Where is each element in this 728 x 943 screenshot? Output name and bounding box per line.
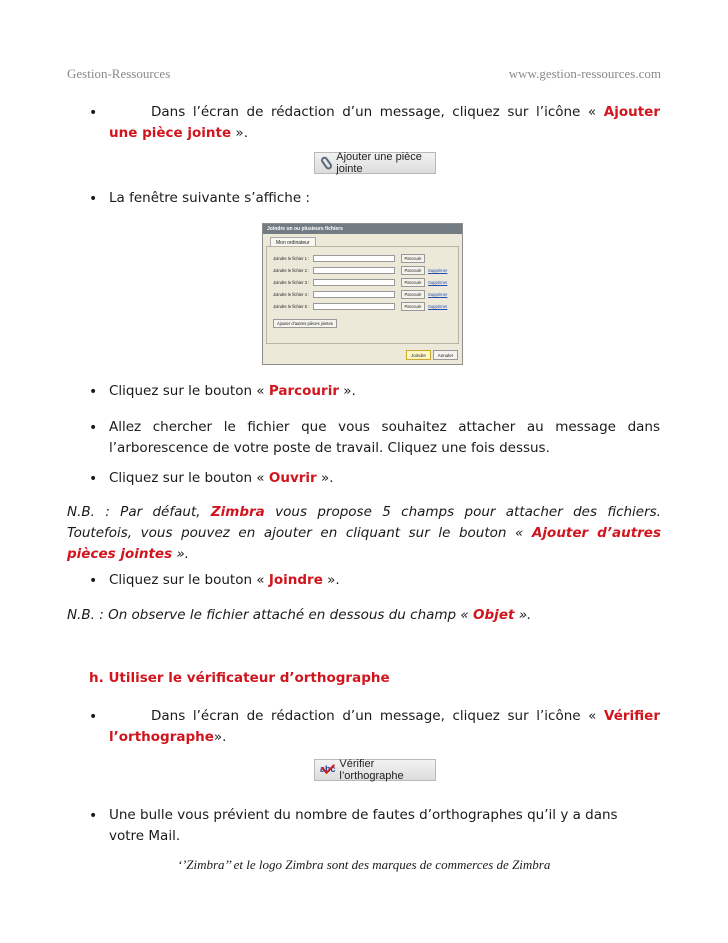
instruction-find-file (109, 417, 660, 459)
file-input[interactable] (313, 255, 395, 262)
instruction-open (109, 468, 660, 489)
note-text: N.B. : On observe le fichier attaché en dessous du champ « (67, 607, 474, 623)
spellcheck-button[interactable] (314, 759, 436, 781)
instruction-line: l’arborescence de votre poste de travail. Cliquez une fois dessus. (109, 440, 550, 456)
highlight-piece-jointe: une pièce jointe (109, 125, 232, 141)
instruction-line: votre Mail. (109, 828, 181, 844)
file-label: Joindre le fichier 5 : (273, 304, 310, 309)
file-label: Joindre le fichier 1 : (273, 256, 310, 261)
tab-my-computer[interactable]: Mon ordinateur (270, 237, 316, 247)
join-button[interactable]: Joindre (406, 350, 431, 360)
instruction-text: ». (339, 383, 356, 399)
highlight-objet: Objet (473, 607, 515, 623)
dialog-title: Joindre un ou plusieurs fichiers (263, 224, 462, 234)
file-label: Joindre le fichier 2 : (273, 268, 310, 273)
instruction-bubble (109, 805, 660, 847)
file-input[interactable] (313, 279, 395, 286)
browse-button[interactable]: Parcourir (401, 290, 425, 299)
note-text: Toutefois, vous pouvez en ajouter en cliquant sur le bouton « (67, 525, 532, 541)
browse-button[interactable]: Parcourir (401, 254, 425, 263)
bullet-dot: • (89, 384, 98, 400)
instruction-browse (109, 381, 660, 402)
note-default-fields (67, 502, 661, 565)
page-header (67, 66, 661, 84)
instruction-text: ». (231, 125, 248, 141)
attach-file-label: Ajouter une pièce jointe (336, 151, 422, 175)
highlight-ajouter: Ajouter (603, 104, 660, 120)
delete-link[interactable]: Supprimer (428, 292, 448, 297)
bullet-dot: • (89, 808, 98, 824)
bullet-dot: • (89, 191, 98, 207)
instruction-window (109, 188, 660, 209)
instruction-join (109, 570, 660, 591)
attach-file-button[interactable] (314, 152, 436, 174)
bullet-dot: • (89, 105, 98, 121)
bullet-dot: • (89, 709, 98, 725)
file-input[interactable] (313, 291, 395, 298)
delete-link[interactable]: Supprimer (428, 304, 448, 309)
instruction-spellcheck (109, 706, 660, 748)
bullet-dot: • (89, 420, 98, 436)
browse-button[interactable]: Parcourir (401, 266, 425, 275)
note-text: vous propose 5 champs pour attacher des fichiers. (264, 504, 661, 520)
bullet-dot: • (89, 573, 98, 589)
instruction-text: Dans l’écran de rédaction d’un message, cliquez sur l’icône « (151, 708, 605, 724)
highlight-orthographe: l’orthographe (109, 729, 214, 745)
instruction-text: La fenêtre suivante s’affiche : (109, 190, 310, 206)
instruction-text: Cliquez sur le bouton « (109, 572, 269, 588)
section-heading: h. Utiliser le vérificateur d’orthographe (89, 670, 390, 686)
browse-button[interactable]: Parcourir (401, 302, 425, 311)
dialog-panel (266, 246, 459, 344)
instruction-text: Dans l’écran de rédaction d’un message, cliquez sur l’icône « (151, 104, 604, 120)
highlight-verifier: Vérifier (604, 708, 660, 724)
file-label: Joindre le fichier 3 : (273, 280, 310, 285)
page-footer: ‘’Zimbra’’ et le logo Zimbra sont des marques de commerces de Zimbra (177, 857, 551, 872)
browse-button[interactable]: Parcourir (401, 278, 425, 287)
highlight-joindre: Joindre (268, 572, 323, 588)
instruction-attach (109, 102, 660, 144)
instruction-text: ». (213, 729, 227, 745)
file-label: Joindre le fichier 4 : (273, 292, 310, 297)
spellcheck-label: Vérifier l’orthographe (339, 758, 404, 782)
highlight-parcourir: Parcourir (268, 383, 339, 399)
header-left: Gestion-Ressources (67, 66, 171, 81)
instruction-text: ». (316, 470, 334, 486)
instruction-text: Cliquez sur le bouton « (109, 470, 269, 486)
bullet-dot: • (89, 471, 98, 487)
spellcheck-icon: abc (320, 763, 332, 777)
file-input[interactable] (313, 303, 395, 310)
instruction-text: ». (322, 572, 340, 588)
highlight-pieces-jointes: pièces jointes (67, 546, 173, 562)
delete-link[interactable]: Supprimer (428, 280, 448, 285)
note-text: ». (172, 546, 190, 562)
highlight-ouvrir: Ouvrir (268, 470, 317, 486)
note-text: N.B. : Par défaut, (67, 504, 211, 520)
add-more-attachments-button[interactable]: Ajouter d’autres pièces jointes (273, 319, 337, 328)
instruction-line: Allez chercher le fichier que vous souhaitez attacher au message dans (109, 419, 660, 435)
highlight-zimbra: Zimbra (210, 504, 265, 520)
instruction-line: Une bulle vous prévient du nombre de fautes d’orthographes qu’il y a dans (109, 807, 618, 823)
note-attached-file (67, 605, 661, 626)
delete-link[interactable]: Supprimer (428, 268, 448, 273)
highlight-ajouter-autres: Ajouter d’autres (531, 525, 661, 541)
file-input[interactable] (313, 267, 395, 274)
note-text: ». (514, 607, 532, 623)
header-right: www.gestion-ressources.com (508, 66, 661, 81)
attach-dialog (262, 223, 463, 365)
instruction-text: Cliquez sur le bouton « (109, 383, 269, 399)
cancel-button[interactable]: Annuler (433, 350, 458, 360)
paperclip-icon (320, 155, 334, 171)
